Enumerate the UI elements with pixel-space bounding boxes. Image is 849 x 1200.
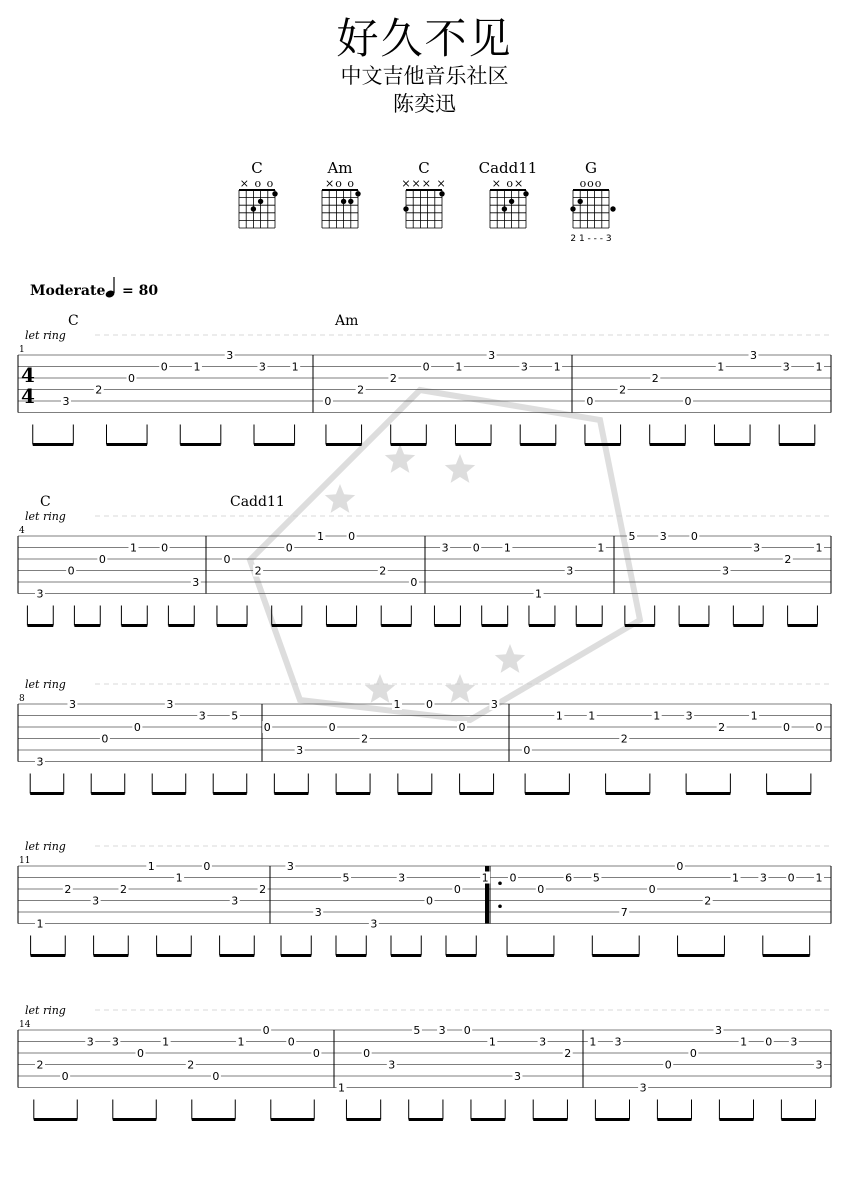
fret-number: 0 [324, 395, 332, 408]
fret-number: 3 [722, 564, 730, 578]
fret-number: 0 [472, 541, 480, 555]
fret-number: 3 [296, 744, 304, 757]
fret-number: 3 [759, 871, 767, 885]
fret-number: 1 [488, 1035, 496, 1049]
bar-number: 1 [19, 345, 25, 355]
chord-diagram-name: C [418, 159, 430, 177]
chord-diagram-dot [258, 199, 263, 204]
fret-number: 0 [586, 395, 594, 408]
fret-number: 3 [62, 395, 70, 408]
fret-number: 1 [393, 698, 401, 711]
chord-name: Cadd11 [230, 494, 285, 510]
bar-number: 14 [19, 1020, 31, 1030]
fret-number: 0 [287, 1035, 295, 1049]
chord-diagram-dot [502, 206, 507, 211]
fret-number: 2 [619, 383, 627, 397]
fret-number: 2 [379, 564, 387, 578]
chord-diagram-dot [251, 206, 256, 211]
fret-number: 0 [223, 553, 231, 566]
fret-number: 0 [783, 721, 791, 734]
fret-number: 3 [286, 860, 294, 873]
time-signature-top: 4 [21, 363, 35, 387]
chord-diagram-dot [348, 199, 353, 204]
fret-number: 2 [187, 1058, 195, 1072]
fret-number: 5 [592, 871, 600, 885]
fret-number: 1 [481, 871, 489, 885]
fret-number: 2 [389, 372, 397, 385]
fret-number: 0 [523, 744, 531, 757]
fret-number: 0 [509, 871, 517, 885]
chord-diagram-fingering: 2 1 - - - 3 [570, 234, 612, 244]
fret-number: 3 [111, 1035, 119, 1049]
fret-number: 3 [753, 541, 761, 555]
fret-number: 0 [648, 883, 656, 896]
let-ring-label: let ring [25, 510, 66, 523]
fret-number: 0 [262, 1024, 270, 1037]
fret-number: 0 [684, 395, 692, 408]
chord-diagram-dot [578, 199, 583, 204]
fret-number: 0 [127, 372, 135, 385]
fret-number: 3 [86, 1035, 94, 1049]
fret-number: 5 [413, 1024, 421, 1037]
fret-number: 5 [342, 871, 350, 885]
fret-number: 0 [137, 1047, 145, 1060]
fret-number: 0 [98, 553, 106, 566]
fret-number: 0 [664, 1058, 672, 1072]
fret-number: 1 [338, 1081, 346, 1095]
fret-number: 0 [426, 894, 433, 908]
repeat-dot [498, 881, 502, 885]
fret-number: 0 [203, 860, 211, 873]
fret-number: 7 [620, 906, 628, 919]
watermark-star-icon [385, 444, 415, 473]
watermark-stamp [250, 390, 640, 720]
fret-number: 0 [161, 541, 169, 555]
fret-number: 1 [316, 530, 324, 543]
fret-number: 2 [651, 372, 659, 385]
fret-number: 3 [68, 698, 76, 711]
fret-number: 2 [119, 883, 127, 896]
fret-number: 1 [732, 871, 740, 885]
fret-number: 6 [565, 871, 573, 885]
fret-number: 0 [689, 1047, 697, 1060]
chord-diagram-markers: × o× [491, 177, 525, 190]
fret-number: 1 [740, 1035, 748, 1049]
fret-number: 3 [198, 709, 206, 723]
chord-diagram-dot [341, 199, 346, 204]
fret-number: 3 [192, 576, 200, 589]
fret-number: 3 [488, 349, 496, 362]
time-signature-bottom: 4 [21, 384, 35, 408]
fret-number: 3 [490, 698, 498, 711]
fret-number: 3 [314, 906, 322, 919]
fret-number: 1 [588, 709, 596, 723]
chord-diagram-markers: × o o [239, 177, 275, 190]
fret-number: 2 [95, 383, 103, 397]
song-title: 好久不见 [336, 14, 513, 63]
chord-diagram-dot [523, 191, 528, 196]
fret-number: 0 [263, 721, 271, 734]
fret-number: 2 [718, 721, 726, 734]
fret-number: 3 [388, 1058, 396, 1072]
chord-diagram-name: G [585, 159, 597, 177]
fret-number: 0 [690, 530, 698, 543]
chord-diagram-markers: ××× × [401, 177, 447, 190]
let-ring-label: let ring [25, 329, 66, 342]
fret-number: 0 [426, 698, 433, 711]
fret-number: 3 [659, 530, 667, 543]
fret-number: 2 [64, 883, 72, 896]
subtitle: 中文吉他音乐社区 [340, 64, 509, 88]
watermark-star-icon [445, 454, 475, 483]
chord-diagram-dot [610, 206, 615, 211]
fret-number: 3 [614, 1035, 622, 1049]
fret-number: 0 [422, 360, 430, 374]
fret-number: 1 [129, 541, 137, 555]
fret-number: 1 [555, 709, 563, 723]
chord-name: Am [335, 313, 359, 329]
chord-diagram-dot [272, 191, 277, 196]
fret-number: 3 [226, 349, 234, 362]
fret-number: 1 [162, 1035, 170, 1049]
let-ring-label: let ring [25, 678, 66, 691]
fret-number: 3 [750, 349, 758, 362]
fret-number: 0 [101, 732, 109, 746]
fret-number: 3 [685, 709, 693, 723]
fret-number: 3 [815, 1058, 823, 1072]
fret-number: 1 [147, 860, 155, 873]
fret-number: 2 [357, 383, 365, 397]
fret-number: 0 [676, 860, 684, 873]
watermark-border [250, 390, 640, 720]
fret-number: 3 [441, 541, 449, 555]
watermark-star-icon [445, 674, 475, 703]
fret-number: 1 [653, 709, 661, 723]
fret-number: 0 [537, 883, 545, 896]
watermark-star-icon [365, 674, 395, 703]
chord-diagram-dot [355, 191, 360, 196]
fret-number: 2 [704, 894, 712, 908]
fret-number: 3 [639, 1081, 647, 1095]
chord-diagram-markers: ooo [579, 177, 603, 190]
fret-number: 1 [717, 360, 725, 374]
fret-number: 1 [455, 360, 463, 374]
fret-number: 2 [259, 883, 267, 896]
fret-number: 3 [36, 587, 44, 601]
fret-number: 0 [765, 1035, 773, 1049]
fret-number: 3 [566, 564, 574, 578]
chord-diagram-name: C [251, 159, 263, 177]
chord-name: C [68, 313, 79, 329]
fret-number: 0 [160, 360, 168, 374]
watermark-star-icon [325, 484, 355, 513]
fret-number: 1 [535, 587, 543, 601]
fret-number: 3 [231, 894, 239, 908]
fret-number: 5 [628, 530, 636, 543]
fret-number: 1 [291, 360, 299, 374]
fret-number: 3 [790, 1035, 798, 1049]
fret-number: 3 [539, 1035, 547, 1049]
fret-number: 2 [620, 732, 628, 746]
fret-number: 0 [328, 721, 336, 734]
fret-number: 3 [714, 1024, 722, 1037]
fret-number: 3 [782, 360, 790, 374]
tempo-label: Moderate [30, 283, 106, 299]
fret-number: 0 [815, 721, 823, 734]
fret-number: 3 [36, 755, 44, 769]
fret-number: 1 [815, 871, 823, 885]
fret-number: 2 [36, 1058, 44, 1072]
fret-number: 0 [133, 721, 141, 734]
fret-number: 0 [212, 1070, 220, 1083]
fret-number: 3 [166, 698, 174, 711]
fret-number: 1 [589, 1035, 597, 1049]
fret-number: 2 [784, 553, 792, 566]
fret-number: 3 [370, 917, 378, 931]
fret-number: 1 [193, 360, 201, 374]
fret-number: 0 [363, 1047, 371, 1060]
fret-number: 1 [815, 541, 823, 555]
fret-number: 3 [92, 894, 100, 908]
fret-number: 3 [513, 1070, 521, 1083]
fret-number: 0 [463, 1024, 471, 1037]
fret-number: 1 [597, 541, 605, 555]
fret-number: 0 [787, 871, 795, 885]
fret-number: 3 [398, 871, 406, 885]
fret-number: 1 [36, 917, 44, 931]
fret-number: 2 [361, 732, 369, 746]
fret-number: 0 [61, 1070, 69, 1083]
chord-diagram-dot [439, 191, 444, 196]
chord-diagram-markers: ×o o [325, 177, 355, 190]
repeat-dot [498, 904, 502, 908]
chord-diagram-dot [570, 206, 575, 211]
chord-diagram-dot [509, 199, 514, 204]
let-ring-label: let ring [25, 1004, 66, 1017]
fret-number: 0 [410, 576, 418, 589]
fret-number: 0 [312, 1047, 320, 1060]
fret-number: 1 [175, 871, 183, 885]
chord-diagram-dot [403, 206, 408, 211]
fret-number: 1 [815, 360, 823, 374]
chord-diagram-name: Am [327, 159, 353, 177]
fret-number: 0 [285, 541, 293, 555]
fret-number: 3 [520, 360, 528, 374]
fret-number: 0 [348, 530, 356, 543]
bar-number: 11 [19, 856, 31, 866]
bar-number: 4 [19, 526, 25, 536]
bar-number: 8 [19, 694, 25, 704]
fret-number: 1 [750, 709, 758, 723]
fret-number: 2 [254, 564, 262, 578]
fret-number: 3 [438, 1024, 446, 1037]
fret-number: 5 [231, 709, 239, 723]
fret-number: 1 [553, 360, 561, 374]
fret-number: 1 [503, 541, 511, 555]
let-ring-label: let ring [25, 840, 66, 853]
watermark-star-icon [495, 644, 525, 673]
fret-number: 3 [258, 360, 266, 374]
tempo-value: = 80 [122, 283, 159, 299]
fret-number: 0 [453, 883, 461, 896]
fret-number: 0 [67, 564, 75, 578]
fret-number: 2 [564, 1047, 572, 1060]
chord-name: C [40, 494, 51, 510]
artist-name: 陈奕迅 [393, 92, 456, 116]
fret-number: 1 [237, 1035, 245, 1049]
chord-diagram-name: Cadd11 [478, 159, 538, 177]
fret-number: 0 [458, 721, 466, 734]
